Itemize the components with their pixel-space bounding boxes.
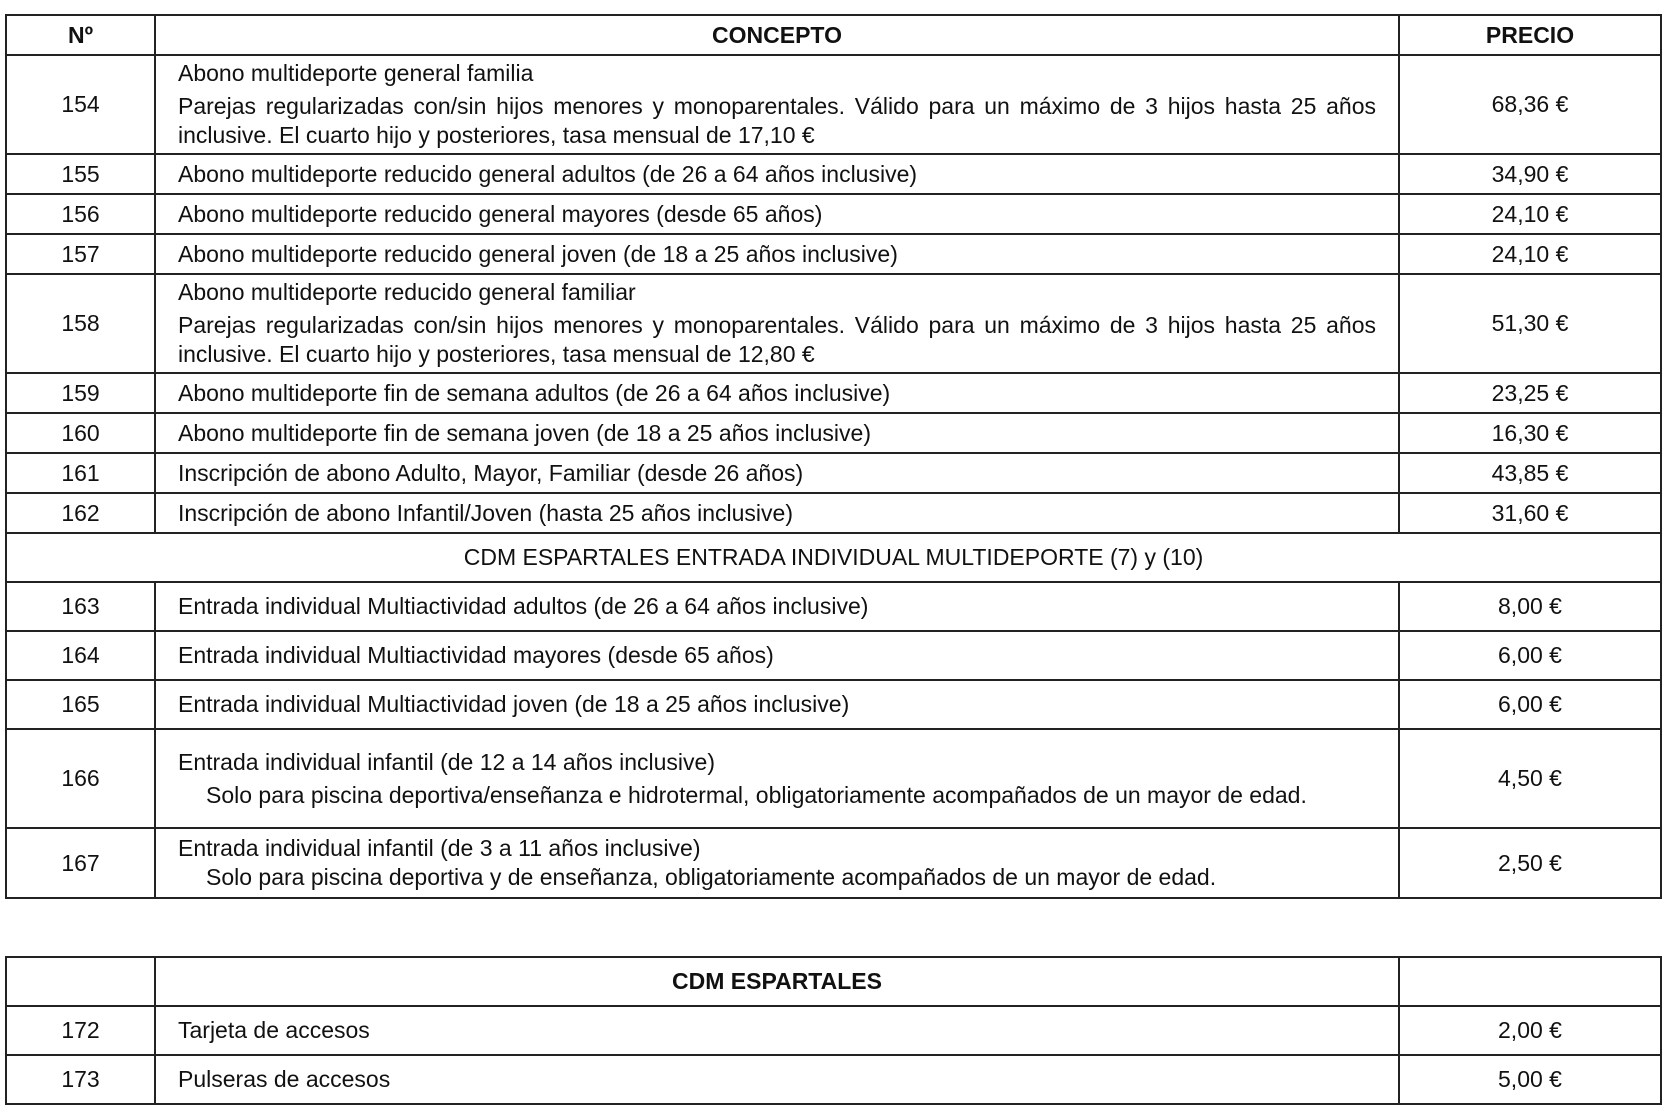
header-num: Nº <box>6 15 155 55</box>
row-concept: Tarjeta de accesos <box>155 1006 1399 1055</box>
row-price: 5,00 € <box>1399 1055 1661 1104</box>
row-number: 166 <box>6 729 155 828</box>
row-concept: Abono multideporte fin de semana adultos (de 26 a 64 años inclusive) <box>155 373 1399 413</box>
row-concept <box>155 274 1399 373</box>
table-row <box>6 154 1661 194</box>
table-row <box>6 274 1661 373</box>
table-row <box>6 373 1661 413</box>
row-concept: Abono multideporte fin de semana joven (de 18 a 25 años inclusive) <box>155 413 1399 453</box>
row-number: 162 <box>6 493 155 533</box>
row-price: 6,00 € <box>1399 680 1661 729</box>
row-price: 2,50 € <box>1399 828 1661 898</box>
row-number: 158 <box>6 274 155 373</box>
table-row <box>6 631 1661 680</box>
row-number: 164 <box>6 631 155 680</box>
price-table-accesos <box>5 956 1662 1105</box>
row-number: 167 <box>6 828 155 898</box>
row-concept: Entrada individual Multiactividad mayores (desde 65 años) <box>155 631 1399 680</box>
row-number: 163 <box>6 582 155 631</box>
row-price: 31,60 € <box>1399 493 1661 533</box>
row-price: 34,90 € <box>1399 154 1661 194</box>
table-row <box>6 453 1661 493</box>
concept-detail: Solo para piscina deportiva y de enseñanza, obligatoriamente acompañados de un mayor de edad. <box>206 864 1217 890</box>
row-price: 16,30 € <box>1399 413 1661 453</box>
table-row <box>6 582 1661 631</box>
header-concepto: CDM ESPARTALES <box>155 957 1399 1006</box>
concept-title: Abono multideporte general familia <box>178 60 534 86</box>
price-table-main <box>5 14 1662 899</box>
row-number: 172 <box>6 1006 155 1055</box>
row-price: 43,85 € <box>1399 453 1661 493</box>
table-row <box>6 1055 1661 1104</box>
table-row <box>6 55 1661 154</box>
row-number: 154 <box>6 55 155 154</box>
row-concept: Abono multideporte reducido general mayores (desde 65 años) <box>155 194 1399 234</box>
row-number: 161 <box>6 453 155 493</box>
row-concept <box>155 729 1399 828</box>
header-precio: PRECIO <box>1399 15 1661 55</box>
row-concept: Entrada individual Multiactividad adultos (de 26 a 64 años inclusive) <box>155 582 1399 631</box>
row-number: 173 <box>6 1055 155 1104</box>
row-concept: Entrada individual Multiactividad joven (de 18 a 25 años inclusive) <box>155 680 1399 729</box>
concept-detail-text: Solo para piscina deportiva/enseñanza e hidrotermal, obligatoriamente acompañados de un mayor de edad. <box>206 781 1307 808</box>
concept-title: Entrada individual infantil (de 12 a 14 años inclusive) <box>178 748 715 775</box>
row-price: 23,25 € <box>1399 373 1661 413</box>
table-row <box>6 413 1661 453</box>
table-row <box>6 729 1661 828</box>
row-concept: Pulseras de accesos <box>155 1055 1399 1104</box>
row-concept: Abono multideporte reducido general joven (de 18 a 25 años inclusive) <box>155 234 1399 274</box>
row-price: 2,00 € <box>1399 1006 1661 1055</box>
concept-detail: Parejas regularizadas con/sin hijos menores y monoparentales. Válido para un máximo de 3 hijos hasta 25 años inclusive. El cuarto hijo y posteriores, tasa mensual de 17,10 € <box>178 93 1376 148</box>
row-number: 155 <box>6 154 155 194</box>
row-price: 24,10 € <box>1399 234 1661 274</box>
row-concept <box>155 828 1399 898</box>
row-price: 68,36 € <box>1399 55 1661 154</box>
header-num <box>6 957 155 1006</box>
header-precio <box>1399 957 1661 1006</box>
concept-title: Entrada individual infantil (de 3 a 11 años inclusive) <box>178 835 701 861</box>
row-number: 160 <box>6 413 155 453</box>
table-row <box>6 828 1661 898</box>
concept-detail: Parejas regularizadas con/sin hijos menores y monoparentales. Válido para un máximo de 3 hijos hasta 25 años inclusive. El cuarto hijo y posteriores, tasa mensual de 12,80 € <box>178 312 1376 367</box>
table-header-row <box>6 15 1661 55</box>
table-row <box>6 680 1661 729</box>
section-title: CDM ESPARTALES ENTRADA INDIVIDUAL MULTIDEPORTE (7) y (10) <box>6 533 1661 582</box>
row-number: 159 <box>6 373 155 413</box>
table-header-row <box>6 957 1661 1006</box>
row-price: 8,00 € <box>1399 582 1661 631</box>
row-concept: Inscripción de abono Infantil/Joven (hasta 25 años inclusive) <box>155 493 1399 533</box>
section-row <box>6 533 1661 582</box>
row-price: 6,00 € <box>1399 631 1661 680</box>
concept-detail <box>178 781 1376 810</box>
row-number: 156 <box>6 194 155 234</box>
row-price: 51,30 € <box>1399 274 1661 373</box>
table-row <box>6 1006 1661 1055</box>
row-number: 165 <box>6 680 155 729</box>
row-concept <box>155 55 1399 154</box>
table-row <box>6 493 1661 533</box>
concept-title: Abono multideporte reducido general familiar <box>178 279 636 305</box>
row-price: 4,50 € <box>1399 729 1661 828</box>
table-row <box>6 234 1661 274</box>
header-concepto: CONCEPTO <box>155 15 1399 55</box>
table-row <box>6 194 1661 234</box>
row-concept: Abono multideporte reducido general adultos (de 26 a 64 años inclusive) <box>155 154 1399 194</box>
row-concept: Inscripción de abono Adulto, Mayor, Familiar (desde 26 años) <box>155 453 1399 493</box>
row-price: 24,10 € <box>1399 194 1661 234</box>
row-number: 157 <box>6 234 155 274</box>
